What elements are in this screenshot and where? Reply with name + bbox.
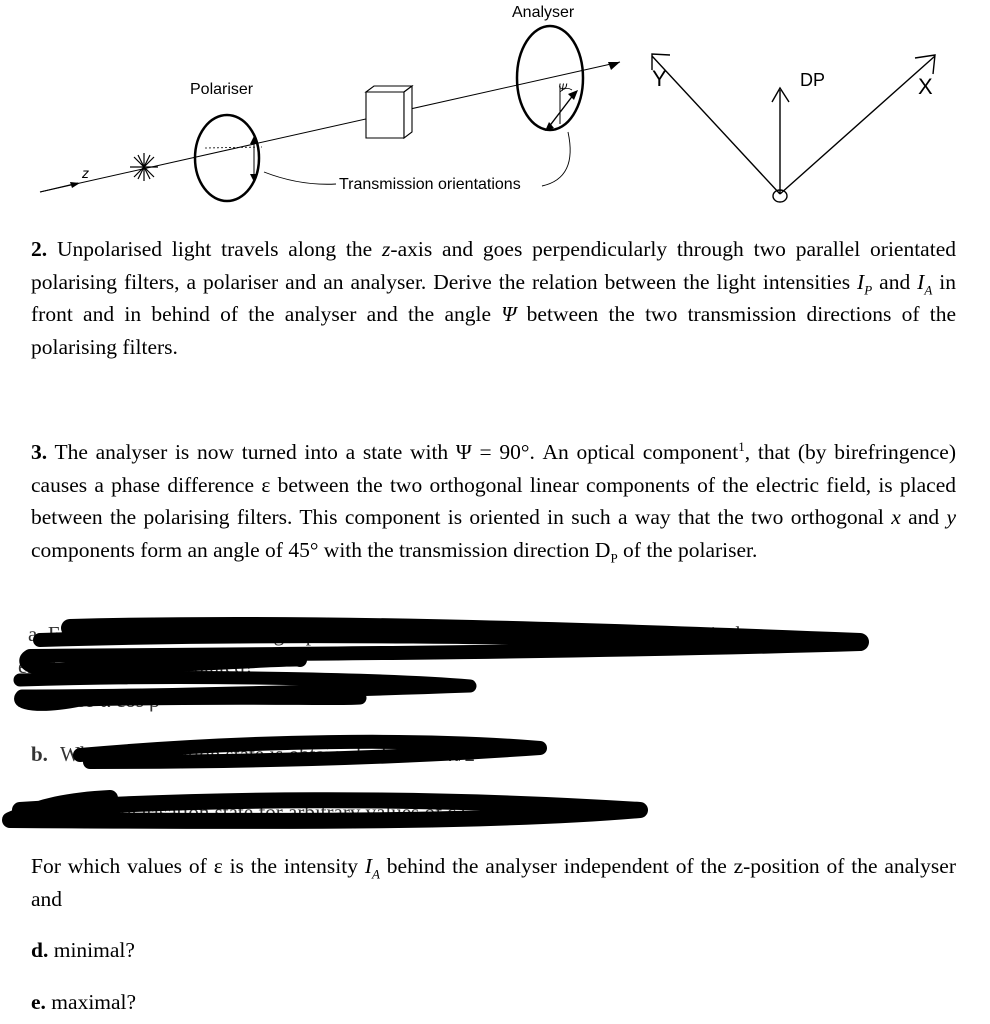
q3-number: 3. bbox=[31, 440, 48, 464]
q2-text-2: -axis and goes perpendicularly through two parallel orientated polarising filters, a polariser and an analyser. Derive the relation between the light intensities bbox=[31, 237, 956, 294]
y-axis-label: Y bbox=[652, 66, 667, 91]
q3-text-7: of the polariser. bbox=[617, 537, 758, 562]
q3-text-4: between the two orthogonal linear components of the electric field, is placed between the polarising filters. This component is oriented in such a way that the two orthogonal bbox=[31, 472, 957, 529]
redacted-line-c: c. What polarisation state for arbitrary values of ε? bbox=[40, 800, 466, 824]
redacted-line-a2: electric field vector rotated? bbox=[18, 654, 255, 678]
transmission-label: Transmission orientations bbox=[339, 176, 521, 193]
redacted-line-b-label: b. bbox=[31, 742, 48, 766]
analyser-label: Analyser bbox=[512, 4, 575, 21]
question-3 bbox=[31, 436, 956, 566]
q3-x: x bbox=[891, 505, 901, 529]
q2-text-3: and bbox=[872, 269, 918, 294]
qf-epsilon: ε bbox=[213, 854, 223, 878]
qf-ia-sub: A bbox=[371, 866, 380, 882]
q3-text-1: The analyser is now turned into a state with bbox=[54, 440, 456, 464]
q2-ip-sub: P bbox=[864, 281, 873, 297]
q3-text-2: . An optical component bbox=[529, 440, 739, 464]
question-e bbox=[31, 990, 136, 1015]
q2-ia: I bbox=[917, 269, 925, 294]
psi-label: Ψ bbox=[558, 82, 568, 94]
redacted-line-hint: Hint: cos α cos β bbox=[18, 688, 160, 712]
qd-label: d. bbox=[31, 938, 49, 962]
q2-text-1: Unpolarised light travels along the bbox=[56, 237, 383, 261]
polarisation-setup-figure bbox=[0, 0, 990, 215]
qf-text-1: For which values of bbox=[31, 854, 214, 878]
q2-number: 2. bbox=[31, 237, 48, 261]
q2-text-4: in front and in behind of the analyser and the angle bbox=[31, 269, 956, 326]
qf-ia: I bbox=[364, 854, 372, 878]
q3-text-5: and bbox=[900, 505, 947, 529]
q3-epsilon: ε bbox=[261, 472, 271, 497]
x-axis-label: X bbox=[918, 74, 933, 99]
polariser-filter bbox=[195, 115, 259, 201]
light-source-icon bbox=[130, 153, 158, 181]
polariser-label: Polariser bbox=[190, 81, 254, 98]
redacted-line-a: a. For which values ε is the light polarisation behind the component linear? How is the bbox=[28, 622, 756, 646]
question-final bbox=[31, 850, 956, 915]
q3-dp-sub: P bbox=[610, 549, 618, 565]
redacted-line-b: Which polarisation state is obtained when ε = π/2 bbox=[60, 742, 476, 766]
qf-text-2: is the intensity bbox=[222, 854, 365, 878]
dp-label: DP bbox=[800, 70, 826, 90]
qd-text: minimal? bbox=[53, 938, 135, 962]
q2-z: z bbox=[382, 237, 391, 261]
q2-ip: I bbox=[857, 269, 865, 294]
q3-equation: Ψ = 90° bbox=[455, 440, 530, 464]
qf-text-3: behind the analyser independent of the z-position of the analyser and bbox=[31, 854, 956, 911]
question-2 bbox=[31, 233, 956, 363]
q3-y: y bbox=[946, 505, 956, 529]
q2-psi: Ψ bbox=[501, 302, 517, 326]
qe-label: e. bbox=[31, 990, 46, 1014]
optical-component bbox=[366, 86, 412, 138]
q3-footnote: 1 bbox=[738, 438, 745, 454]
scribble-redaction bbox=[0, 600, 990, 830]
question-d bbox=[31, 938, 135, 963]
q3-text-6: components form an angle of 45° with the transmission direction D bbox=[31, 537, 611, 562]
q3-text-3: , that (by birefringence) causes a phase difference bbox=[31, 440, 956, 497]
q2-text-5: between the two transmission directions of the polarising filters. bbox=[31, 302, 956, 359]
coordinate-sketch bbox=[652, 54, 935, 202]
qe-text: maximal? bbox=[51, 990, 137, 1014]
q2-ia-sub: A bbox=[924, 281, 933, 297]
z-axis-label: z bbox=[82, 165, 89, 181]
